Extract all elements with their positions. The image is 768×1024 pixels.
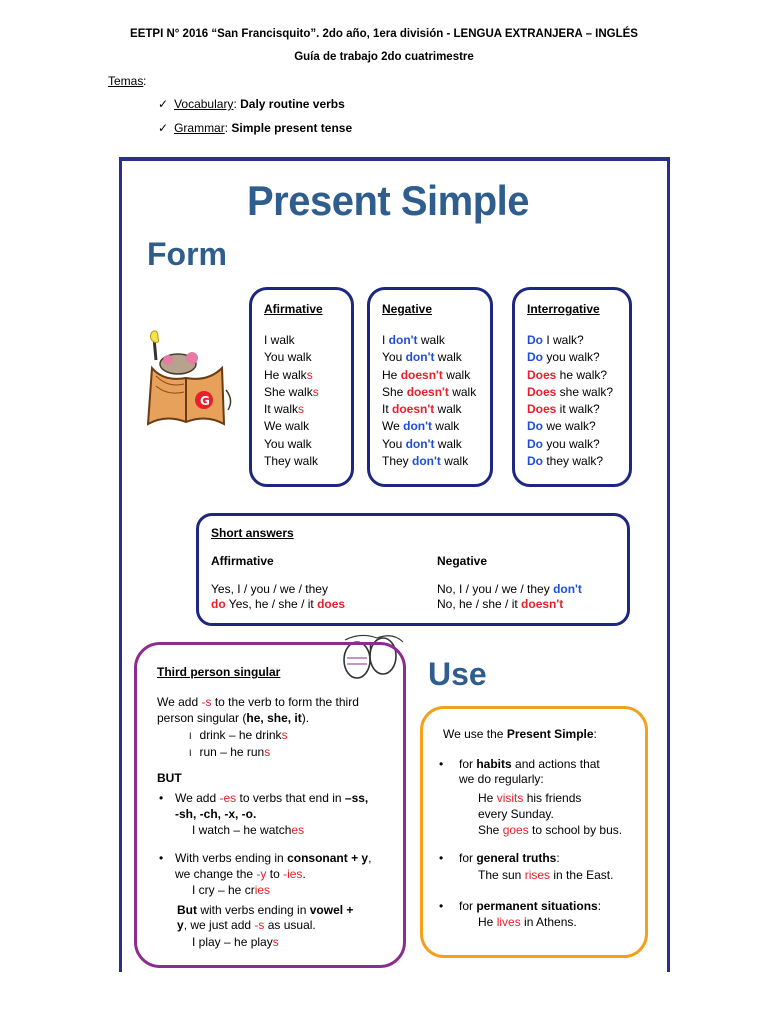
affirmative-heading: Afirmative — [264, 302, 323, 316]
negative-box — [367, 287, 493, 487]
interrogative-box — [512, 287, 632, 487]
tps-rule3-line2: y, we just add -s as usual. — [177, 918, 316, 932]
interrogative-row: Does it walk? — [527, 402, 600, 417]
tps-rule2-line2: we change the -y to -ies. — [175, 867, 306, 881]
interrogative-row: Does she walk? — [527, 384, 614, 399]
interrogative-row: Do I walk? — [527, 333, 584, 347]
use-habits-line2: we do regularly: — [459, 772, 544, 786]
poster-title: Present Simple — [247, 178, 530, 225]
tps-rule3-line1: But with verbs ending in vowel + — [177, 903, 354, 917]
short-answers-negative: Negative No, I / you / we / they don't No, he / she / it doesn't — [437, 554, 582, 611]
interrogative-heading: Interrogative — [527, 302, 600, 316]
interrogative-row: Do they walk? — [527, 454, 604, 469]
topic-item-vocabulary: ✓ Vocabulary: Daly routine verbs — [158, 97, 345, 111]
tps-example-watch: I watch – he watches — [192, 823, 305, 837]
affirmative-row: I walk — [264, 333, 295, 347]
use-habits-line1: for habits and actions that — [459, 757, 600, 771]
use-box — [420, 706, 648, 958]
tps-intro-line1: We add -s to the verb to form the third — [157, 695, 359, 709]
topic-item-grammar: ✓ Grammar: Simple present tense — [158, 121, 353, 135]
use-permanent-situations: for permanent situations: — [459, 899, 602, 913]
use-example-goes: She goes to school by bus. — [478, 823, 623, 837]
interrogative-row: Do you walk? — [527, 350, 600, 365]
short-answers-heading: Short answers — [211, 526, 294, 540]
interrogative-row: Do you walk? — [527, 436, 600, 451]
negative-row: We don't walk — [382, 419, 460, 434]
affirmative-row: She walks — [264, 384, 319, 399]
document-header-line2: Guía de trabajo 2do cuatrimestre — [294, 51, 474, 63]
interrogative-row: Do we walk? — [527, 419, 596, 434]
negative-row: They don't walk — [382, 454, 469, 469]
use-heading: Use — [428, 656, 487, 692]
bullet-icon: • — [439, 757, 444, 771]
tps-example-cry: I cry – he cries — [192, 883, 271, 897]
negative-row: It doesn't walk — [382, 402, 462, 417]
negative-row: I don't walk — [382, 333, 445, 347]
use-example-sunday: every Sunday. — [478, 807, 554, 821]
use-intro: We use the Present Simple: — [443, 727, 597, 741]
tps-intro-line2: person singular (he, she, it). — [157, 711, 310, 725]
affirmative-row: He walks — [264, 367, 313, 382]
book-icon — [134, 330, 238, 430]
affirmative-row: It walks — [264, 402, 305, 417]
affirmative-row: You walk — [264, 436, 312, 451]
topics-colon: : — [143, 74, 147, 88]
negative-row: You don't walk — [382, 350, 462, 365]
check-icon: ✓ — [158, 121, 169, 135]
affirmative-row: You walk — [264, 350, 312, 365]
affirmative-row: We walk — [264, 419, 310, 434]
affirmative-row: They walk — [264, 454, 319, 469]
form-heading: Form — [147, 236, 227, 272]
use-example-rises: The sun rises in the East. — [478, 868, 614, 882]
tps-example-drink: I drink – he drinks — [189, 728, 288, 742]
third-person-heading: Third person singular — [157, 665, 281, 679]
use-general-truths: for general truths: — [459, 851, 560, 865]
negative-row: She doesn't walk — [382, 384, 477, 399]
tps-but: BUT — [157, 771, 182, 785]
negative-heading: Negative — [382, 302, 433, 316]
use-example-visits: He visits his friends — [478, 791, 582, 805]
negative-row: He doesn't walk — [382, 367, 471, 382]
bullet-icon: • — [159, 851, 164, 865]
bullet-icon: • — [159, 791, 164, 805]
interrogative-row: Does he walk? — [527, 367, 608, 382]
tps-example-run: I run – he runs — [189, 745, 271, 759]
tps-rule1-line1: We add -es to verbs that end in –ss, — [175, 791, 369, 805]
svg-text:G: G — [200, 394, 210, 408]
bullet-icon: • — [439, 899, 444, 913]
bullet-icon: • — [439, 851, 444, 865]
document-header-line1: EETPI N° 2016 “San Francisquito”. 2do año, 1era división - LENGUA EXTRANJERA – INGLÉS — [130, 28, 638, 40]
check-icon: ✓ — [158, 97, 169, 111]
tps-example-play: I play – he plays — [192, 935, 279, 949]
affirmative-box — [249, 287, 354, 487]
short-answers-box — [196, 513, 630, 626]
short-answers-affirmative: Affirmative Yes, I / you / we / they do Yes, he / she / it does — [211, 554, 346, 611]
tps-rule1-line2: -sh, -ch, -x, -o. — [175, 807, 257, 821]
topics-label: Temas — [108, 74, 144, 88]
use-example-lives: He lives in Athens. — [478, 915, 577, 929]
tps-rule2-line1: With verbs ending in consonant + y, — [175, 851, 372, 865]
third-person-singular-box — [134, 642, 406, 968]
negative-row: You don't walk — [382, 436, 462, 451]
